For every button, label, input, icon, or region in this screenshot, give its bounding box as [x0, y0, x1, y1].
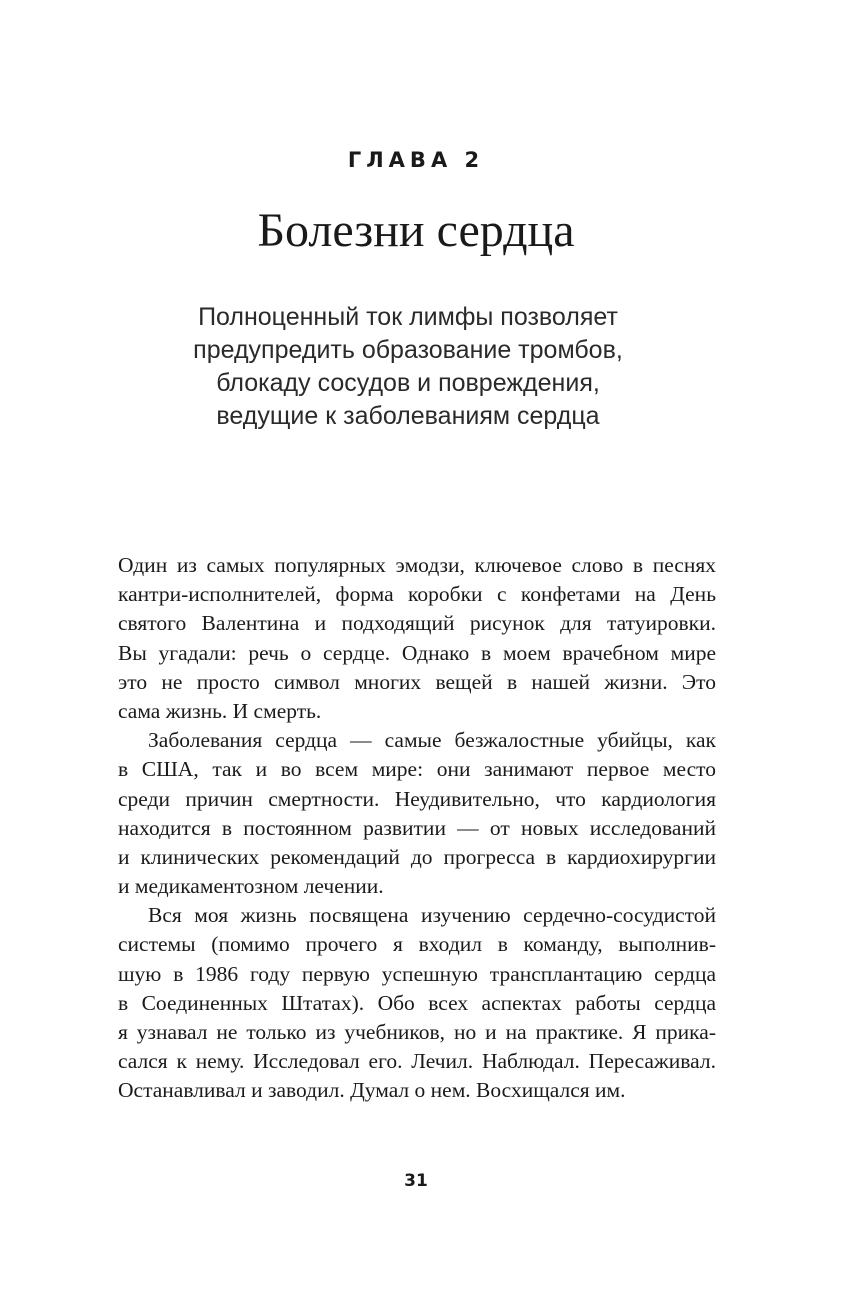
text-line: Один из самых популярных эмодзи, ключевое слово в песнях [118, 553, 716, 577]
text-line: Вы угадали: речь о сердце. Однако в моем врачебном мире [118, 640, 716, 665]
text-line: я узнавал не только из учебников, но и на практике. Я прика- [118, 1020, 716, 1044]
text-line: Вся моя жизнь посвящена изучению сердечно-сосудистой [148, 903, 716, 928]
text-line: и медикаментозном лечении. [118, 874, 384, 899]
text-line: сама жизнь. И смерть. [118, 698, 322, 723]
epigraph-line: Полноценный ток лимфы позволяет [198, 303, 618, 331]
text-line: в США, так и во всем мире: они занимают первое место [118, 757, 716, 782]
paragraph-3 [118, 901, 716, 1105]
paragraph-1 [118, 551, 716, 726]
paragraph-2 [118, 726, 716, 901]
chapter-label: ГЛАВА 2 [347, 148, 485, 172]
body-text [118, 551, 716, 1106]
epigraph-line: ведущие к заболеваниям сердца [216, 402, 600, 430]
text-line: святого Валентина и подходящий рисунок для татуировки. [118, 611, 716, 636]
text-line: системы (помимо прочего я входил в команду, выполнив- [118, 932, 716, 957]
text-line: Останавливал и заводил. Думал о нем. Восхищался им. [118, 1078, 626, 1103]
epigraph-line: предупредить образование тромбов, [193, 336, 623, 364]
text-line: сался к нему. Исследовал его. Лечил. Наблюдал. Пересаживал. [118, 1049, 716, 1074]
chapter-title: Болезни сердца [257, 204, 575, 257]
text-line: кантри-исполнителей, форма коробки с конфетами на День [118, 582, 716, 607]
text-line: среди причин смертности. Неудивительно, что кардиология [118, 786, 716, 811]
epigraph [0, 301, 816, 433]
page-number: 31 [404, 1171, 428, 1191]
epigraph-line: блокаду сосудов и повреждения, [216, 369, 600, 397]
text-line: находится в постоянном развитии — от новых исследований [118, 815, 716, 840]
text-line: Заболевания сердца — самые безжалостные убийцы, как [148, 728, 716, 753]
text-line: шую в 1986 году первую успешную трансплантацию сердца [118, 961, 716, 986]
text-line: и клинических рекомендаций до прогресса в кардиохирургии [118, 844, 716, 869]
text-line: в Соединенных Штатах). Обо всех аспектах работы сердца [118, 990, 716, 1015]
text-line: это не просто символ многих вещей в нашей жизни. Это [118, 669, 716, 694]
